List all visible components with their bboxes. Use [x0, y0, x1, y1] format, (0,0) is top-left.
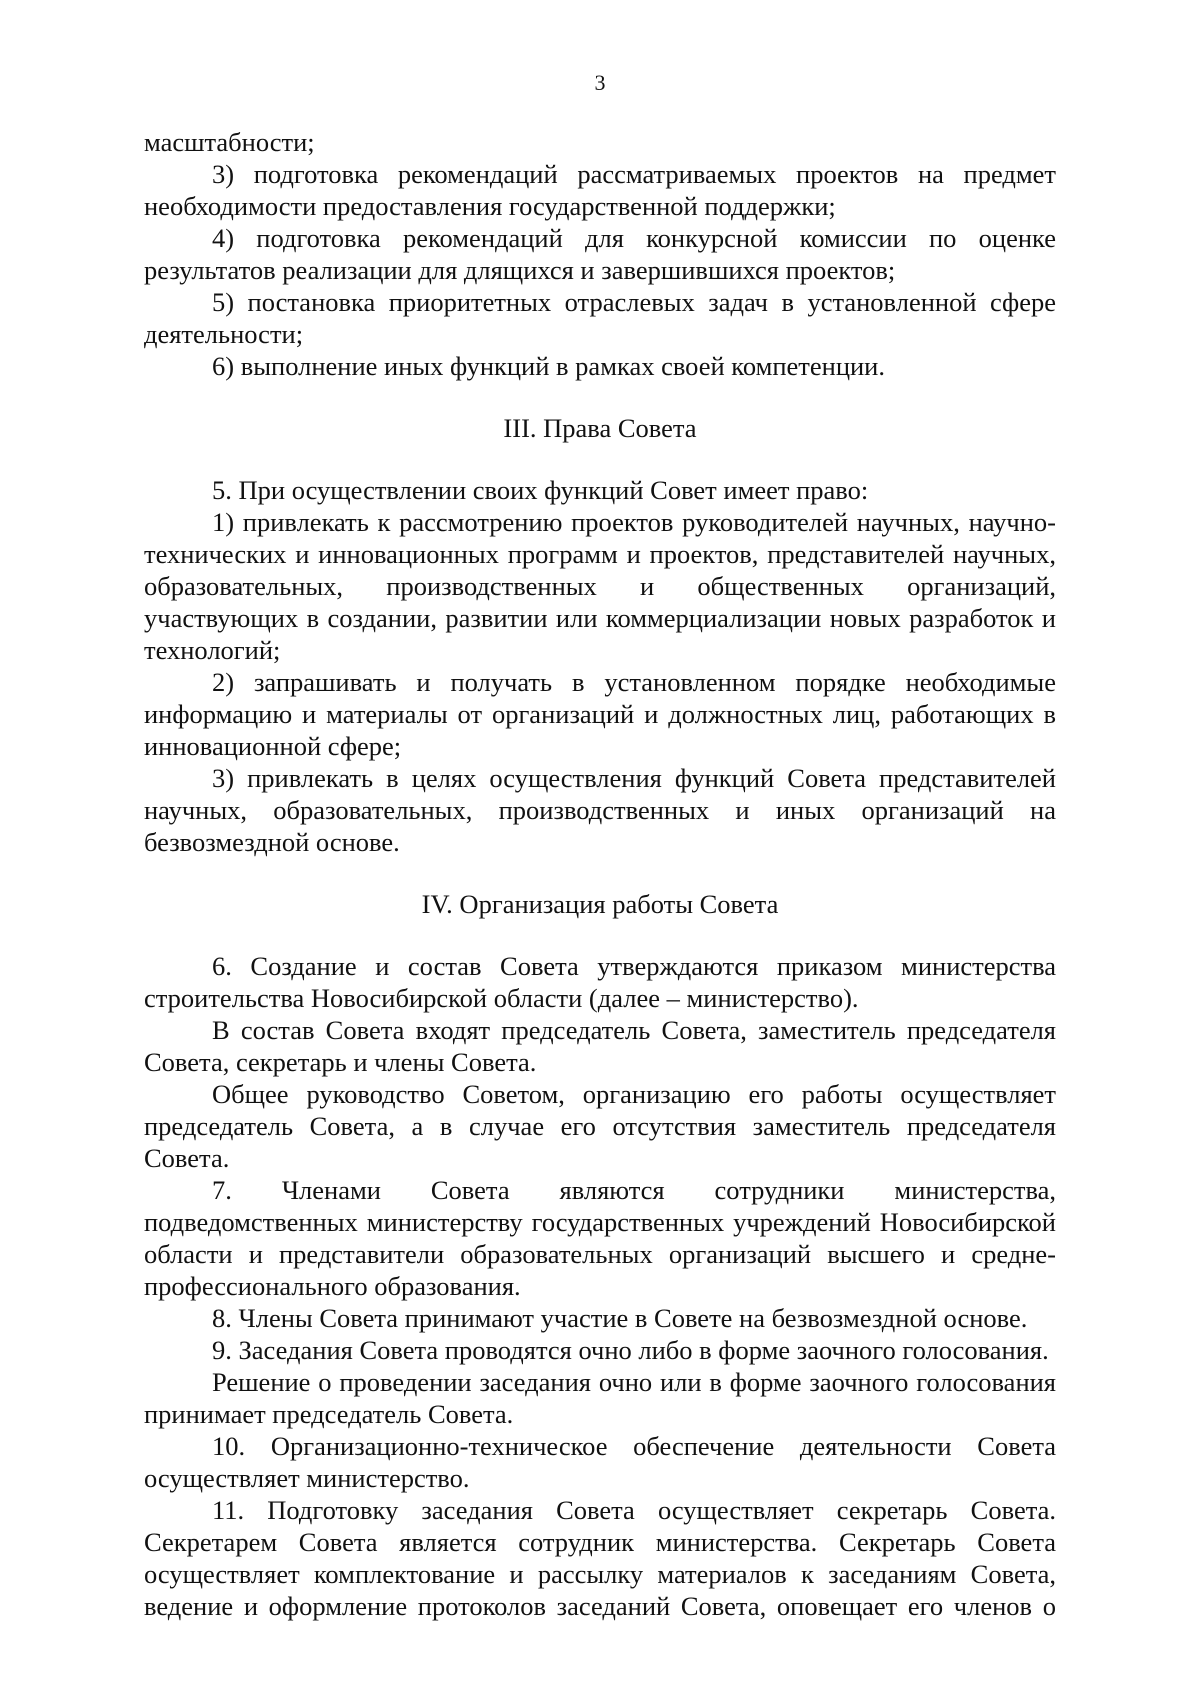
page-number: 3 — [594, 70, 606, 95]
spacer — [144, 382, 1056, 412]
spacer — [144, 858, 1056, 888]
section-heading-organization: IV. Организация работы Совета — [421, 889, 779, 919]
paragraph-right-3: 3) привлекать в целях осуществления функций Совета представителей научных, образовательных, производственных и иных организаций на безвозмездной основе. — [144, 763, 1056, 857]
paragraph-item-10: 10. Организационно-техническое обеспечение деятельности Совета осуществляет министерство. — [144, 1431, 1056, 1493]
paragraph-item-9: 9. Заседания Совета проводятся очно либо в форме заочного голосования. — [212, 1335, 1049, 1365]
paragraph-function-6: 6) выполнение иных функций в рамках своей компетенции. — [212, 351, 885, 381]
paragraph-item-6: 6. Создание и состав Совета утверждаются приказом министерства строительства Новосибирской области (далее – министерство). — [144, 951, 1056, 1013]
section-heading-rights: III. Права Совета — [503, 413, 697, 443]
paragraph-right-2: 2) запрашивать и получать в установленном порядке необходимые информацию и материалы от организаций и должностных лиц, работающих в инновационной сфере; — [144, 667, 1056, 761]
paragraph-function-5: 5) постановка приоритетных отраслевых задач в установленной сфере деятельности; — [144, 287, 1056, 349]
paragraph-continuation: масштабности; — [144, 127, 315, 157]
paragraph-decision: Решение о проведении заседания очно или в форме заочного голосования принимает председатель Совета. — [144, 1367, 1056, 1429]
paragraph-item-7: 7. Членами Совета являются сотрудники министерства, подведомственных министерству государственных учреждений Новосибирской области и представители образовательных организаций высшего и средне-профессионального образования. — [144, 1175, 1056, 1301]
paragraph-item-5: 5. При осуществлении своих функций Совет имеет право: — [212, 475, 869, 505]
paragraph-composition: В состав Совета входят председатель Совета, заместитель председателя Совета, секретарь и члены Совета. — [144, 1015, 1056, 1077]
paragraph-right-1: 1) привлекать к рассмотрению проектов руководителей научных, научно-технических и инновационных программ и проектов, представителей научных, образовательных, производственных и общественных организаций, участвующих в создании, развитии или коммерциализации новых разработок и технологий; — [144, 507, 1056, 665]
paragraph-leadership: Общее руководство Советом, организацию его работы осуществляет председатель Совета, а в случае его отсутствия заместитель председателя Совета. — [144, 1079, 1056, 1173]
paragraph-function-4: 4) подготовка рекомендаций для конкурсной комиссии по оценке результатов реализации для длящихся и завершившихся проектов; — [144, 223, 1056, 285]
paragraph-function-3: 3) подготовка рекомендаций рассматриваемых проектов на предмет необходимости предоставления государственной поддержки; — [144, 159, 1056, 221]
spacer — [144, 920, 1056, 950]
spacer — [144, 444, 1056, 474]
document-body — [144, 126, 1056, 1622]
paragraph-item-8: 8. Члены Совета принимают участие в Совете на безвозмездной основе. — [212, 1303, 1028, 1333]
paragraph-item-11: 11. Подготовку заседания Совета осуществляет секретарь Совета. Секретарем Совета является сотрудник министерства. Секретарь Совета осуществляет комплектование и рассылку материалов к заседаниям Совета, ведение и оформление протоколов заседаний Совета, оповещает его членов о — [144, 1495, 1056, 1621]
